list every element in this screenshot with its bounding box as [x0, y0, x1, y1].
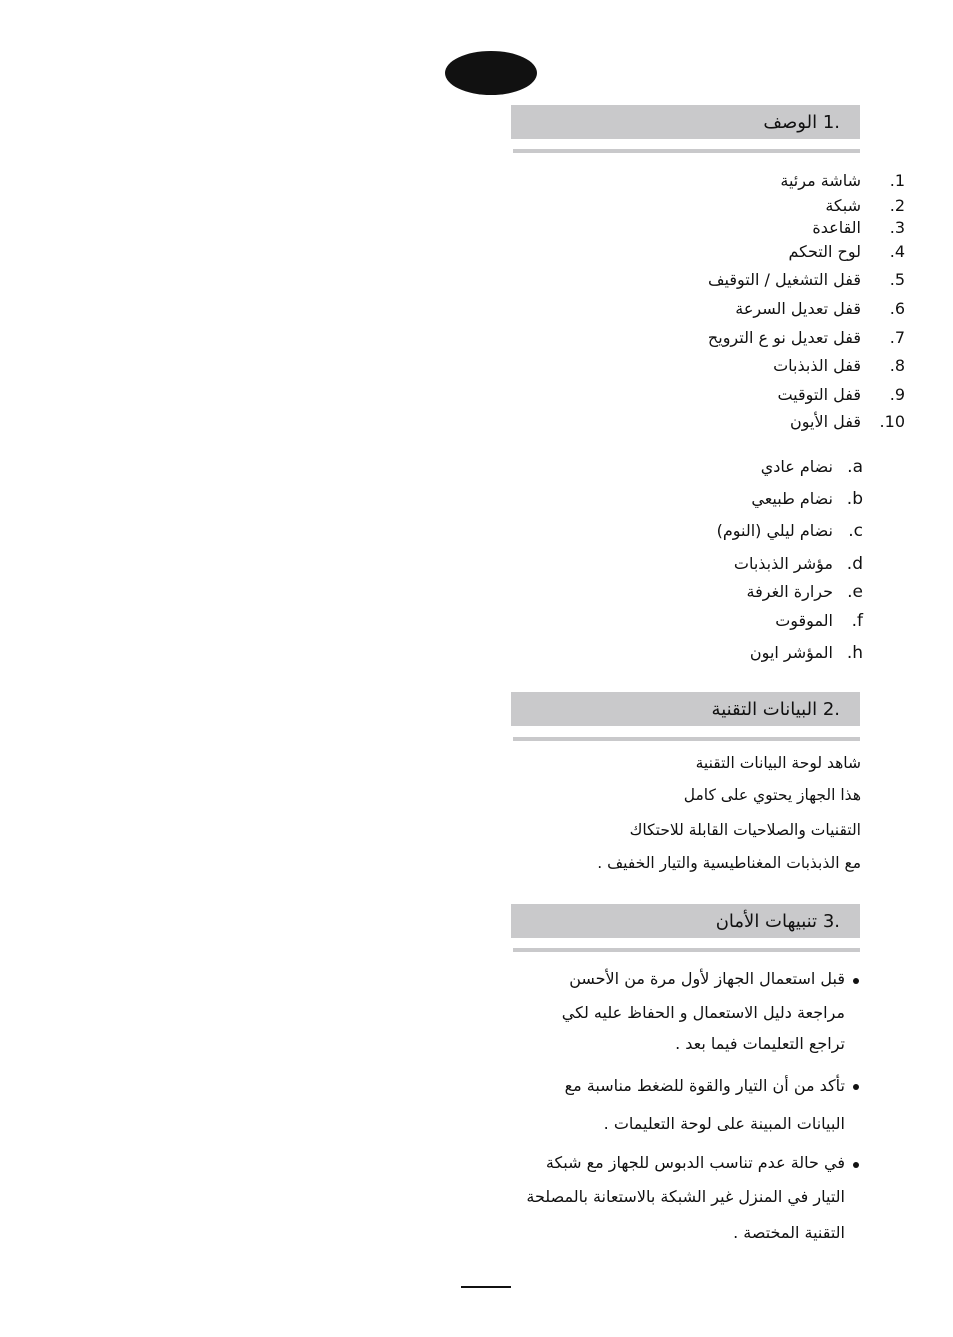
part-item: .9 قفل التوقيت [777, 385, 905, 404]
safety-text-line: مراجعة دليل الاستعمال و الحفاظ عليه لكي [561, 1003, 845, 1022]
indicator-item: .c نضام ليلي (النوم) [716, 521, 863, 541]
safety-text-line: تأكد من أن التيار والقوة للضغط مناسبة مع [564, 1076, 845, 1095]
technical-text-line: شاهد لوحة البيانات التقنية [695, 754, 861, 772]
indicator-item: .a نضام عادي [760, 457, 863, 477]
section-rule [513, 948, 860, 952]
part-item: .1 شاشة مرئية [780, 171, 905, 190]
safety-text-line: قبل استعمال الجهاز لأول مرة من الأحسن [569, 969, 845, 988]
section-header-safety [511, 904, 860, 938]
part-item: .7 قفل تعديل نو ع الترويح [707, 328, 905, 347]
technical-text-line: مع الذبذبات المغناطيسية والتيار الخفيف . [597, 854, 861, 872]
safety-text-line: التقنية المختصة . [733, 1223, 845, 1242]
technical-text-line: هذا الجهاز يحتوي على كامل [683, 786, 861, 804]
footer-rule [461, 1286, 511, 1288]
technical-text-line: التقنيات والصلاحيات القابلة للاحتكاك [629, 821, 861, 839]
section-title: .3 تنبيهات الأمان [715, 911, 840, 932]
section-rule [513, 149, 860, 153]
part-item: .4 لوح التحكم [788, 242, 905, 261]
section-header-technical [511, 692, 860, 726]
part-item: .5 قفل التشغيل / التوقيف [707, 270, 905, 289]
indicator-item: .f الموقوت [775, 611, 863, 631]
safety-text-line: البيانات المبينة على لوحة التعليمات . [603, 1114, 845, 1133]
part-item: .3 القاعدة [812, 218, 905, 237]
section-rule [513, 737, 860, 741]
part-item: .6 قفل تعديل السرعة [735, 299, 905, 318]
safety-text-line: التيار في المنزل غير الشبكة بالاستعانة بالمصلحة [526, 1187, 845, 1206]
section-title: .2 البيانات التقنية [711, 699, 840, 720]
bullet-icon [853, 1162, 859, 1168]
indicator-item: .e حرارة الغرفة [746, 582, 863, 602]
safety-text-line: تراجع التعليمات فيما بعد . [675, 1034, 845, 1053]
indicator-item: .d مؤشر الذبذبات [733, 554, 863, 574]
part-item: .2 شبكة [825, 196, 905, 215]
part-item: .8 قفل الذبذبات [773, 356, 905, 375]
bullet-icon [853, 1084, 859, 1090]
part-item: .10 قفل الأيون [790, 412, 905, 431]
indicator-item: .h المؤشر ايون [749, 643, 863, 663]
section-title: .1 الوصف [763, 112, 840, 133]
bullet-icon [853, 978, 859, 984]
safety-text-line: في حالة عدم تناسب الدبوس للجهاز مع شبكة [545, 1153, 845, 1172]
language-tab-marker [445, 51, 537, 95]
section-header-description [511, 105, 860, 139]
indicator-item: .b نضام طبيعي [751, 489, 863, 509]
